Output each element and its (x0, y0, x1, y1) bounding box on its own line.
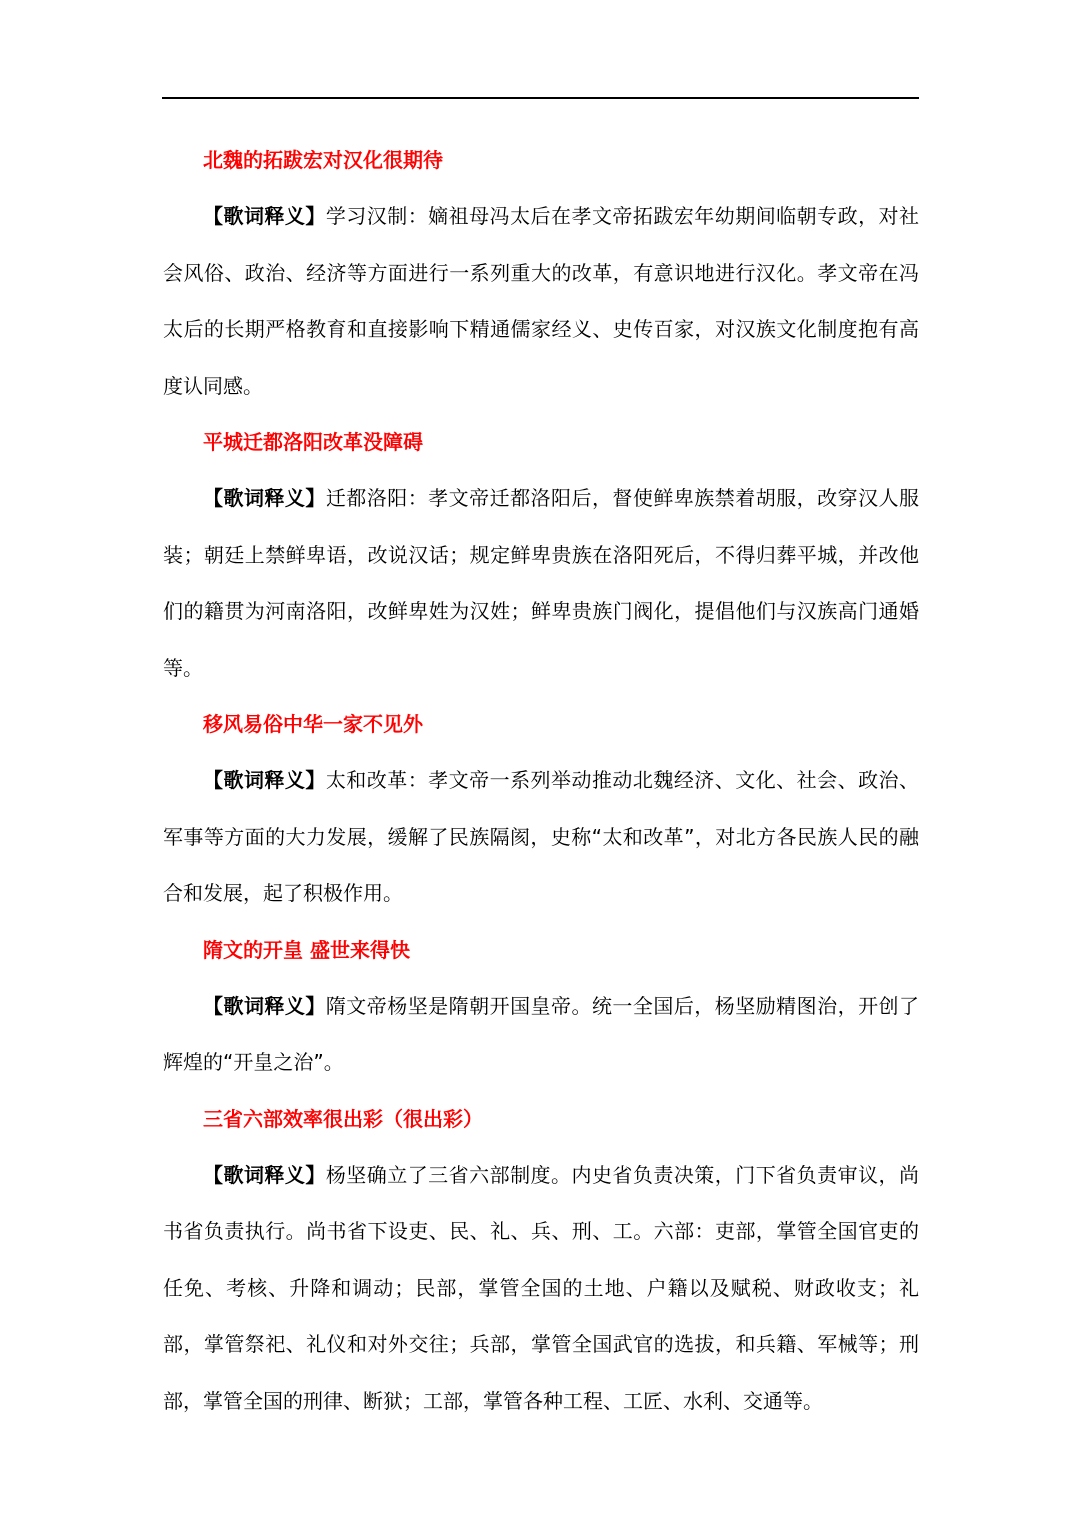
section-title: 移风易俗中华一家不见外 (203, 712, 423, 736)
section-body: 隋文帝杨坚是隋朝开国皇帝。统一全国后，杨坚励精图治，开创了辉煌的“开皇之治”。 (163, 993, 920, 1074)
header-rule (162, 97, 919, 99)
section-paragraph (163, 978, 919, 1091)
section-paragraph (163, 752, 919, 922)
section-title: 北魏的拓跋宏对汉化很期待 (203, 148, 443, 172)
section-title: 三省六部效率很出彩（很出彩） (203, 1106, 483, 1131)
lyric-label: 【歌词释义】 (203, 1162, 326, 1187)
lyric-label: 【歌词释义】 (203, 204, 326, 228)
lyric-label: 【歌词释义】 (203, 486, 326, 510)
lyric-label: 【歌词释义】 (203, 768, 326, 792)
section-body: 学习汉制：嫡祖母冯太后在孝文帝拓跋宏年幼期间临朝专政，对社会风俗、政治、经济等方面进行一系列重大的改革，有意识地进行汉化。孝文帝在冯太后的长期严格教育和直接影响下精通儒家经义、史传百家，对汉族文化制度抱有高度认同感。 (163, 204, 920, 398)
section-body: 太和改革：孝文帝一系列举动推动北魏经济、文化、社会、政治、军事等方面的大力发展，缓解了民族隔阂，史称“太和改革”，对北方各民族人民的融合和发展，起了积极作用。 (163, 768, 920, 905)
section-paragraph (163, 470, 919, 696)
document-body (163, 132, 919, 1429)
section-paragraph (163, 1147, 919, 1430)
section-title: 平城迁都洛阳改革没障碍 (203, 430, 423, 454)
lyric-label: 【歌词释义】 (203, 993, 326, 1018)
section-body: 迁都洛阳：孝文帝迁都洛阳后，督使鲜卑族禁着胡服，改穿汉人服装；朝廷上禁鲜卑语，改说汉话；规定鲜卑贵族在洛阳死后，不得归葬平城，并改他们的籍贯为河南洛阳，改鲜卑姓为汉姓；鲜卑贵族门阀化，提倡他们与汉族高门通婚等。 (163, 486, 920, 680)
section-title: 隋文的开皇 盛世来得快 (203, 937, 410, 962)
section-paragraph (163, 188, 919, 414)
section-body: 杨坚确立了三省六部制度。内史省负责决策，门下省负责审议，尚书省负责执行。尚书省下设吏、民、礼、兵、刑、工。六部：吏部，掌管全国官吏的任免、考核、升降和调动；民部，掌管全国的土地、户籍以及赋税、财政收支；礼部，掌管祭祀、礼仪和对外交往；兵部，掌管全国武官的选拔，和兵籍、军械等；刑部，掌管全国的刑律、断狱；工部，掌管各种工程、工匠、水利、交通等。 (163, 1162, 920, 1413)
